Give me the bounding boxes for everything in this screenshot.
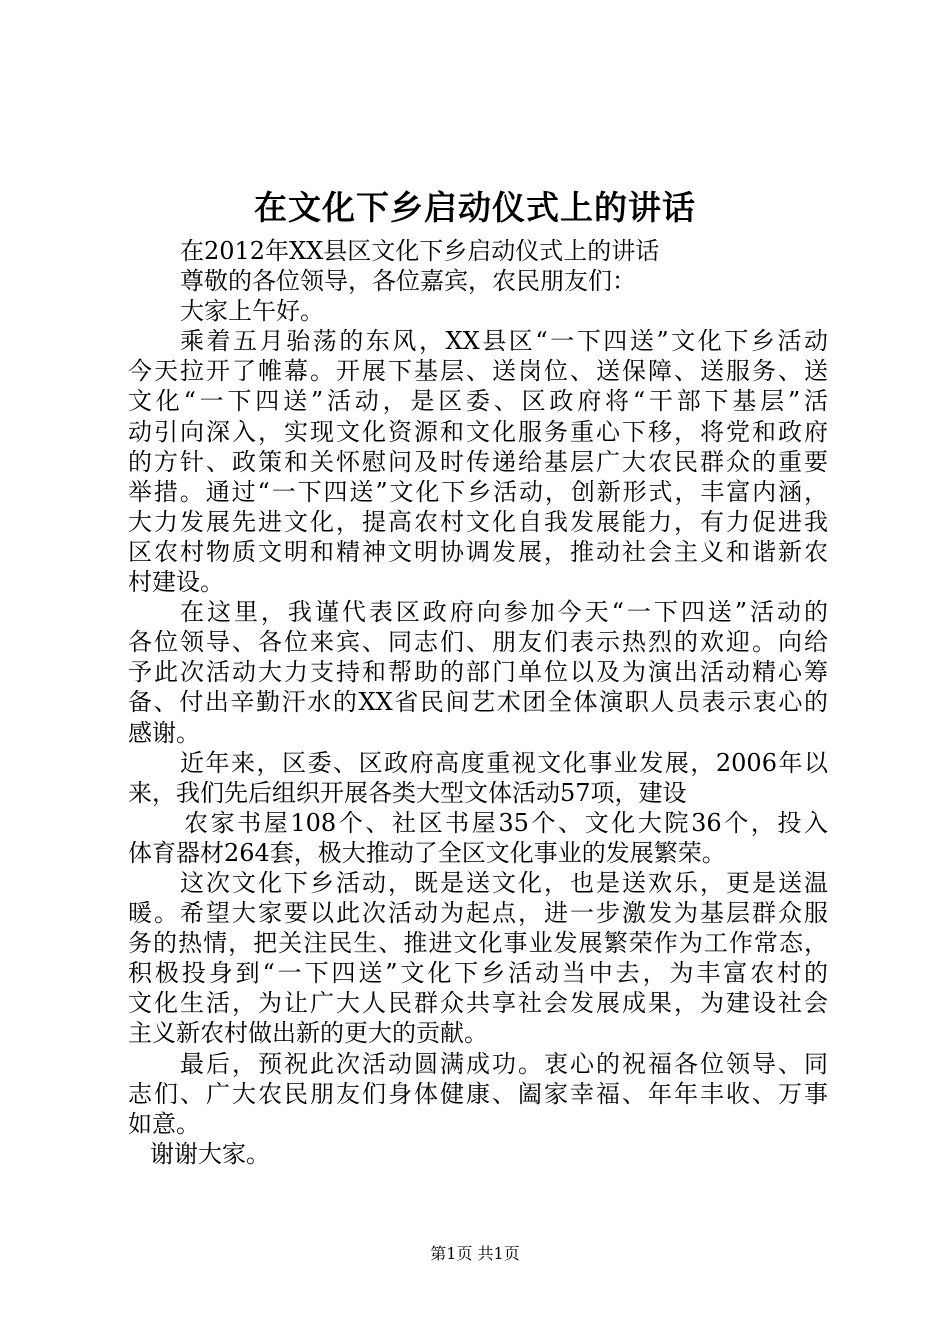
paragraph-line: 暖。希望大家要以此次活动为起点，进一步激发为基层群众服 — [128, 899, 828, 928]
paragraph-line: 文化生活，为让广大人民群众共享社会发展成果，为建设社会 — [128, 989, 828, 1018]
paragraph-line: 乘着五月骀荡的东风，XX县区“一下四送”文化下乡活动 — [180, 327, 828, 356]
paragraph-line: 体育器材264套，极大推动了全区文化事业的发展繁荣。 — [128, 838, 726, 867]
subtitle-line: 在2012年XX县区文化下乡启动仪式上的讲话 — [180, 237, 660, 265]
page-footer: 第1页 共1页 — [430, 1244, 520, 1263]
paragraph-line: 积极投身到“一下四送”文化下乡活动当中去，为丰富农村的 — [128, 959, 828, 988]
paragraph-line: 近年来，区委、区政府高度重视文化事业发展，2006年以 — [180, 748, 828, 777]
greeting-line: 大家上午好。 — [180, 297, 324, 326]
paragraph-line: 主义新农村做出新的更大的贡献。 — [128, 1019, 488, 1048]
document-body — [128, 236, 828, 1169]
paragraph-line: 今天拉开了帷幕。开展下基层、送岗位、送保障、送服务、送 — [128, 357, 828, 386]
paragraph-line: 村建设。 — [128, 568, 224, 597]
paragraph-line: 这次文化下乡活动，既是送文化，也是送欢乐，更是送温 — [180, 868, 828, 897]
paragraph-line: 的方针、政策和关怀慰问及时传递给基层广大农民群众的重要 — [128, 447, 828, 476]
paragraph-line: 大力发展先进文化，提高农村文化自我发展能力，有力促进我 — [128, 507, 828, 536]
paragraph-line: 区农村物质文明和精神文明协调发展，推动社会主义和谐新农 — [128, 537, 828, 566]
paragraph-line: 举措。通过“一下四送”文化下乡活动，创新形式，丰富内涵， — [128, 477, 828, 506]
paragraph-line: 文化“一下四送”活动，是区委、区政府将“干部下基层”活 — [128, 387, 828, 416]
paragraph-line: 务的热情，把关注民生、推进文化事业发展繁荣作为工作常态， — [128, 929, 828, 958]
paragraph-line: 备、付出辛勤汗水的XX省民间艺术团全体演职人员表示衷心的 — [128, 688, 828, 717]
paragraph-line: 动引向深入，实现文化资源和文化服务重心下移，将党和政府 — [128, 417, 828, 446]
paragraph-line: 在这里，我谨代表区政府向参加今天“一下四送”活动的 — [180, 598, 828, 627]
salutation-line: 尊敬的各位领导，各位嘉宾，农民朋友们： — [180, 267, 636, 296]
paragraph-line: 最后，预祝此次活动圆满成功。衷心的祝福各位领导、同 — [180, 1049, 828, 1078]
paragraph-line: 农家书屋108个、社区书屋35个、文化大院36个，投入 — [184, 808, 828, 837]
paragraph-line: 各位领导、各位来宾、同志们、朋友们表示热烈的欢迎。向给 — [128, 628, 828, 657]
paragraph-line: 来，我们先后组织开展各类大型文体活动57项，建设 — [128, 778, 687, 807]
document-title: 在文化下乡启动仪式上的讲话 — [254, 188, 696, 227]
paragraph-line: 予此次活动大力支持和帮助的部门单位以及为演出活动精心筹 — [128, 658, 828, 687]
closing-line: 谢谢大家。 — [150, 1139, 270, 1168]
paragraph-line: 志们、广大农民朋友们身体健康、阖家幸福、年年丰收、万事 — [128, 1079, 828, 1108]
paragraph-line: 感谢。 — [128, 718, 200, 747]
paragraph-line: 如意。 — [128, 1109, 200, 1138]
